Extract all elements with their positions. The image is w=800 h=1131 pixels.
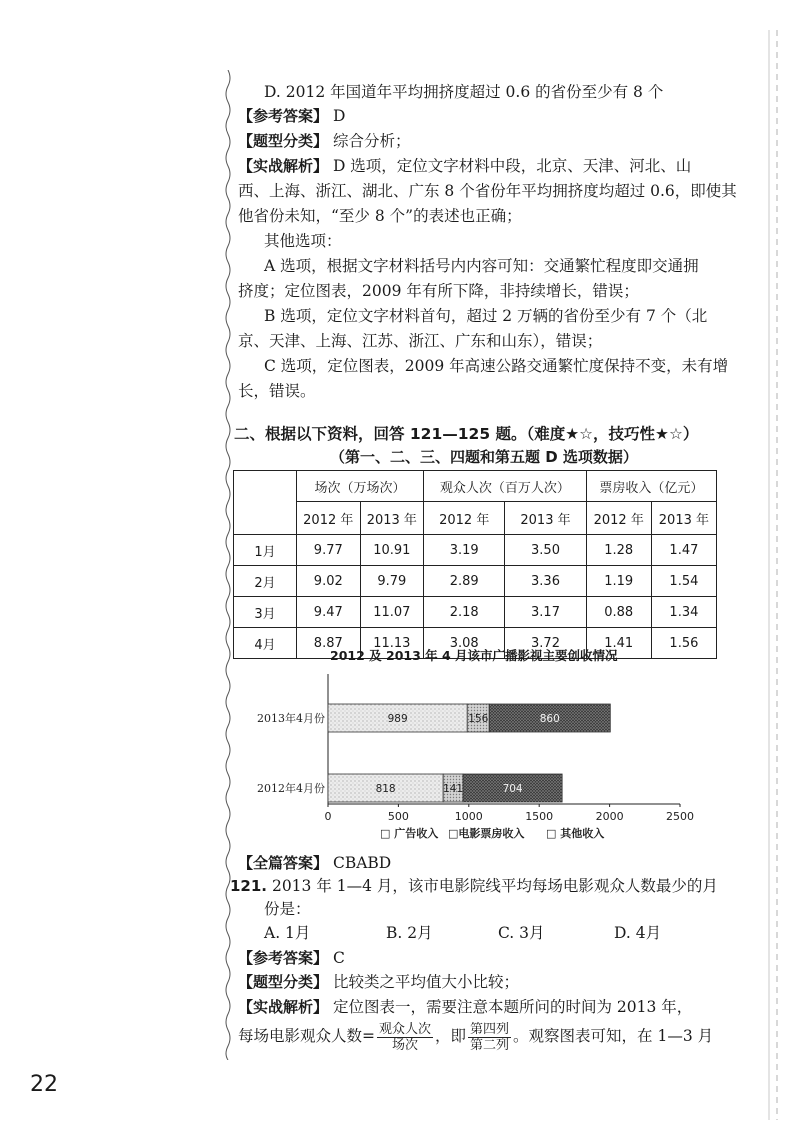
answer-tag: 【参考答案】 bbox=[238, 107, 329, 125]
table-cell: 8.87 bbox=[297, 628, 361, 659]
x-tick-label: 2500 bbox=[666, 810, 694, 823]
formula-tail: 。观察图表可知，在 1—3 月 bbox=[513, 1027, 714, 1045]
table-cell: 3.19 bbox=[424, 535, 505, 566]
q121-answer-value: C bbox=[332, 949, 345, 967]
x-tick-label: 0 bbox=[324, 810, 332, 823]
table-cell: 1.56 bbox=[651, 628, 716, 659]
category-label: 2012年4月份 bbox=[257, 782, 325, 795]
bar-data-label: 818 bbox=[375, 783, 396, 795]
year-header: 2013 年 bbox=[651, 502, 716, 535]
binder-edge bbox=[766, 30, 780, 1120]
year-header: 2013 年 bbox=[360, 502, 424, 535]
table-row bbox=[234, 566, 717, 597]
table-cell: 9.47 bbox=[297, 597, 361, 628]
table-cell: 1.19 bbox=[586, 566, 651, 597]
fraction-numerator: 观众人次 bbox=[379, 1021, 432, 1037]
year-header: 2012 年 bbox=[297, 502, 361, 535]
year-header: 2013 年 bbox=[505, 502, 586, 535]
q121-option-b: B. 2月 bbox=[386, 924, 433, 942]
legend-entry: □电影票房收入 bbox=[448, 827, 525, 840]
type-line bbox=[238, 131, 410, 151]
row-month: 3月 bbox=[234, 597, 297, 628]
q121-type-value: 比较类之平均值大小比较； bbox=[332, 973, 519, 991]
option-a-line-2: 挤度；定位图表，2009 年有所下降，非持续增长，错误； bbox=[238, 282, 639, 300]
table-cell: 11.07 bbox=[360, 597, 424, 628]
x-tick-label: 1000 bbox=[454, 810, 483, 823]
table-row bbox=[234, 535, 717, 566]
q121-number: 121. bbox=[230, 877, 268, 895]
analysis-line-2: 西、上海、浙江、湖北、广东 8 个省份年平均拥挤度均超过 0.6，即使其 bbox=[238, 182, 737, 200]
table-header-years bbox=[234, 502, 717, 535]
table-cell: 2.18 bbox=[424, 597, 505, 628]
bar-data-label: 704 bbox=[502, 783, 523, 795]
table-cell: 10.91 bbox=[360, 535, 424, 566]
table-cell: 1.28 bbox=[586, 535, 651, 566]
table-cell: 3.08 bbox=[424, 628, 505, 659]
table-cell: 3.50 bbox=[505, 535, 586, 566]
table-cell: 1.54 bbox=[651, 566, 716, 597]
bar-data-label: 156 bbox=[468, 713, 489, 725]
q121-option-a: A. 1月 bbox=[264, 924, 311, 942]
analysis-text-1: D 选项，定位文字材料中段，北京、天津、河北、山 bbox=[332, 157, 692, 175]
formula-mid: ，即 bbox=[435, 1027, 467, 1045]
category-label: 2013年4月份 bbox=[257, 712, 325, 725]
q121-stem-line-2: 份是： bbox=[264, 900, 311, 918]
option-b-line-1: B 选项，定位文字材料首句，超过 2 万辆的省份至少有 7 个（北 bbox=[264, 307, 708, 325]
option-c-line-2: 长，错误。 bbox=[238, 382, 316, 400]
option-d: D. 2012 年国道年平均拥挤度超过 0.6 的省份至少有 8 个 bbox=[264, 83, 664, 101]
q121-stem-1: 2013 年 1—4 月，该市电影院线平均每场电影观众人数最少的月 bbox=[271, 877, 718, 895]
table-corner bbox=[234, 471, 297, 535]
year-header: 2012 年 bbox=[586, 502, 651, 535]
fraction-column-ratio bbox=[468, 1022, 511, 1053]
group-header: 观众人次（百万人次） bbox=[424, 471, 587, 502]
table-row bbox=[234, 597, 717, 628]
table-cell: 2.89 bbox=[424, 566, 505, 597]
q121-analysis-text-1: 定位图表一，需要注意本题所问的时间为 2013 年， bbox=[332, 998, 693, 1016]
page-number: 22 bbox=[30, 1072, 58, 1097]
q121-analysis-line-1 bbox=[238, 997, 692, 1017]
option-a-line-1: A 选项，根据文字材料括号内内容可知：交通繁忙程度即交通拥 bbox=[264, 257, 699, 275]
row-month: 4月 bbox=[234, 628, 297, 659]
analysis-tag: 【实战解析】 bbox=[238, 157, 329, 175]
x-tick-label: 2000 bbox=[595, 810, 624, 823]
table-cell: 9.02 bbox=[297, 566, 361, 597]
x-tick-label: 1500 bbox=[525, 810, 554, 823]
q121-answer-tag: 【参考答案】 bbox=[238, 949, 329, 967]
row-month: 2月 bbox=[234, 566, 297, 597]
q121-type-line bbox=[238, 972, 519, 992]
section-title: 二、根据以下资料，回答 121—125 题。（难度★☆，技巧性★☆） bbox=[234, 425, 699, 443]
q121-stem-line-1 bbox=[230, 876, 718, 896]
formula-lhs: 每场电影观众人数= bbox=[238, 1027, 375, 1045]
row-month: 1月 bbox=[234, 535, 297, 566]
table-cell: 11.13 bbox=[360, 628, 424, 659]
table-title: （第一、二、三、四题和第五题 D 选项数据） bbox=[330, 448, 638, 466]
fraction-numerator: 第四列 bbox=[470, 1021, 510, 1037]
fraction-denominator: 场次 bbox=[392, 1037, 419, 1053]
analysis-line-3: 他省份未知，“至少 8 个”的表述也正确； bbox=[238, 207, 522, 225]
q121-analysis-tag: 【实战解析】 bbox=[238, 998, 329, 1016]
bar-data-label: 860 bbox=[539, 713, 560, 725]
data-table bbox=[233, 470, 717, 659]
q121-option-c: C. 3月 bbox=[498, 924, 545, 942]
full-answer-tag: 【全篇答案】 bbox=[238, 854, 329, 872]
table-cell: 3.72 bbox=[505, 628, 586, 659]
table-header-groups bbox=[234, 471, 717, 502]
group-header: 票房收入（亿元） bbox=[586, 471, 716, 502]
chart-title: 2012 及 2013 年 4 月该市广播影视主要创收情况 bbox=[330, 648, 618, 663]
type-tag: 【题型分类】 bbox=[238, 132, 329, 150]
answer-line bbox=[238, 106, 345, 126]
q121-formula-line bbox=[238, 1020, 713, 1053]
fraction-denominator: 第二列 bbox=[470, 1037, 510, 1053]
q121-answer-line bbox=[238, 948, 345, 968]
table-cell: 9.79 bbox=[360, 566, 424, 597]
type-value: 综合分析； bbox=[332, 132, 411, 150]
bar-data-label: 989 bbox=[387, 713, 408, 725]
table-cell: 1.47 bbox=[651, 535, 716, 566]
table-cell: 1.41 bbox=[586, 628, 651, 659]
q121-type-tag: 【题型分类】 bbox=[238, 973, 329, 991]
x-tick-label: 500 bbox=[387, 810, 409, 823]
table-cell: 3.36 bbox=[505, 566, 586, 597]
table-cell: 1.34 bbox=[651, 597, 716, 628]
revenue-bar-chart bbox=[230, 664, 710, 850]
bar-data-label: 141 bbox=[443, 783, 464, 795]
legend-entry: □ 其他收入 bbox=[546, 827, 605, 840]
option-c-line-1: C 选项，定位图表，2009 年高速公路交通繁忙度保持不变，未有增 bbox=[264, 357, 729, 375]
answer-value: D bbox=[332, 107, 346, 125]
legend-entry: □ 广告收入 bbox=[380, 827, 439, 840]
option-b-line-2: 京、天津、上海、江苏、浙江、广东和山东），错误； bbox=[238, 332, 603, 350]
q121-option-d: D. 4月 bbox=[614, 924, 662, 942]
full-answer-line bbox=[238, 853, 391, 873]
table-cell: 3.17 bbox=[505, 597, 586, 628]
full-answer-value: CBABD bbox=[332, 854, 392, 872]
other-options: 其他选项： bbox=[264, 232, 342, 250]
group-header: 场次（万场次） bbox=[297, 471, 424, 502]
year-header: 2012 年 bbox=[424, 502, 505, 535]
table-cell: 9.77 bbox=[297, 535, 361, 566]
fraction-audience-per-show bbox=[377, 1022, 433, 1053]
table-cell: 0.88 bbox=[586, 597, 651, 628]
analysis-line-1 bbox=[238, 156, 691, 176]
